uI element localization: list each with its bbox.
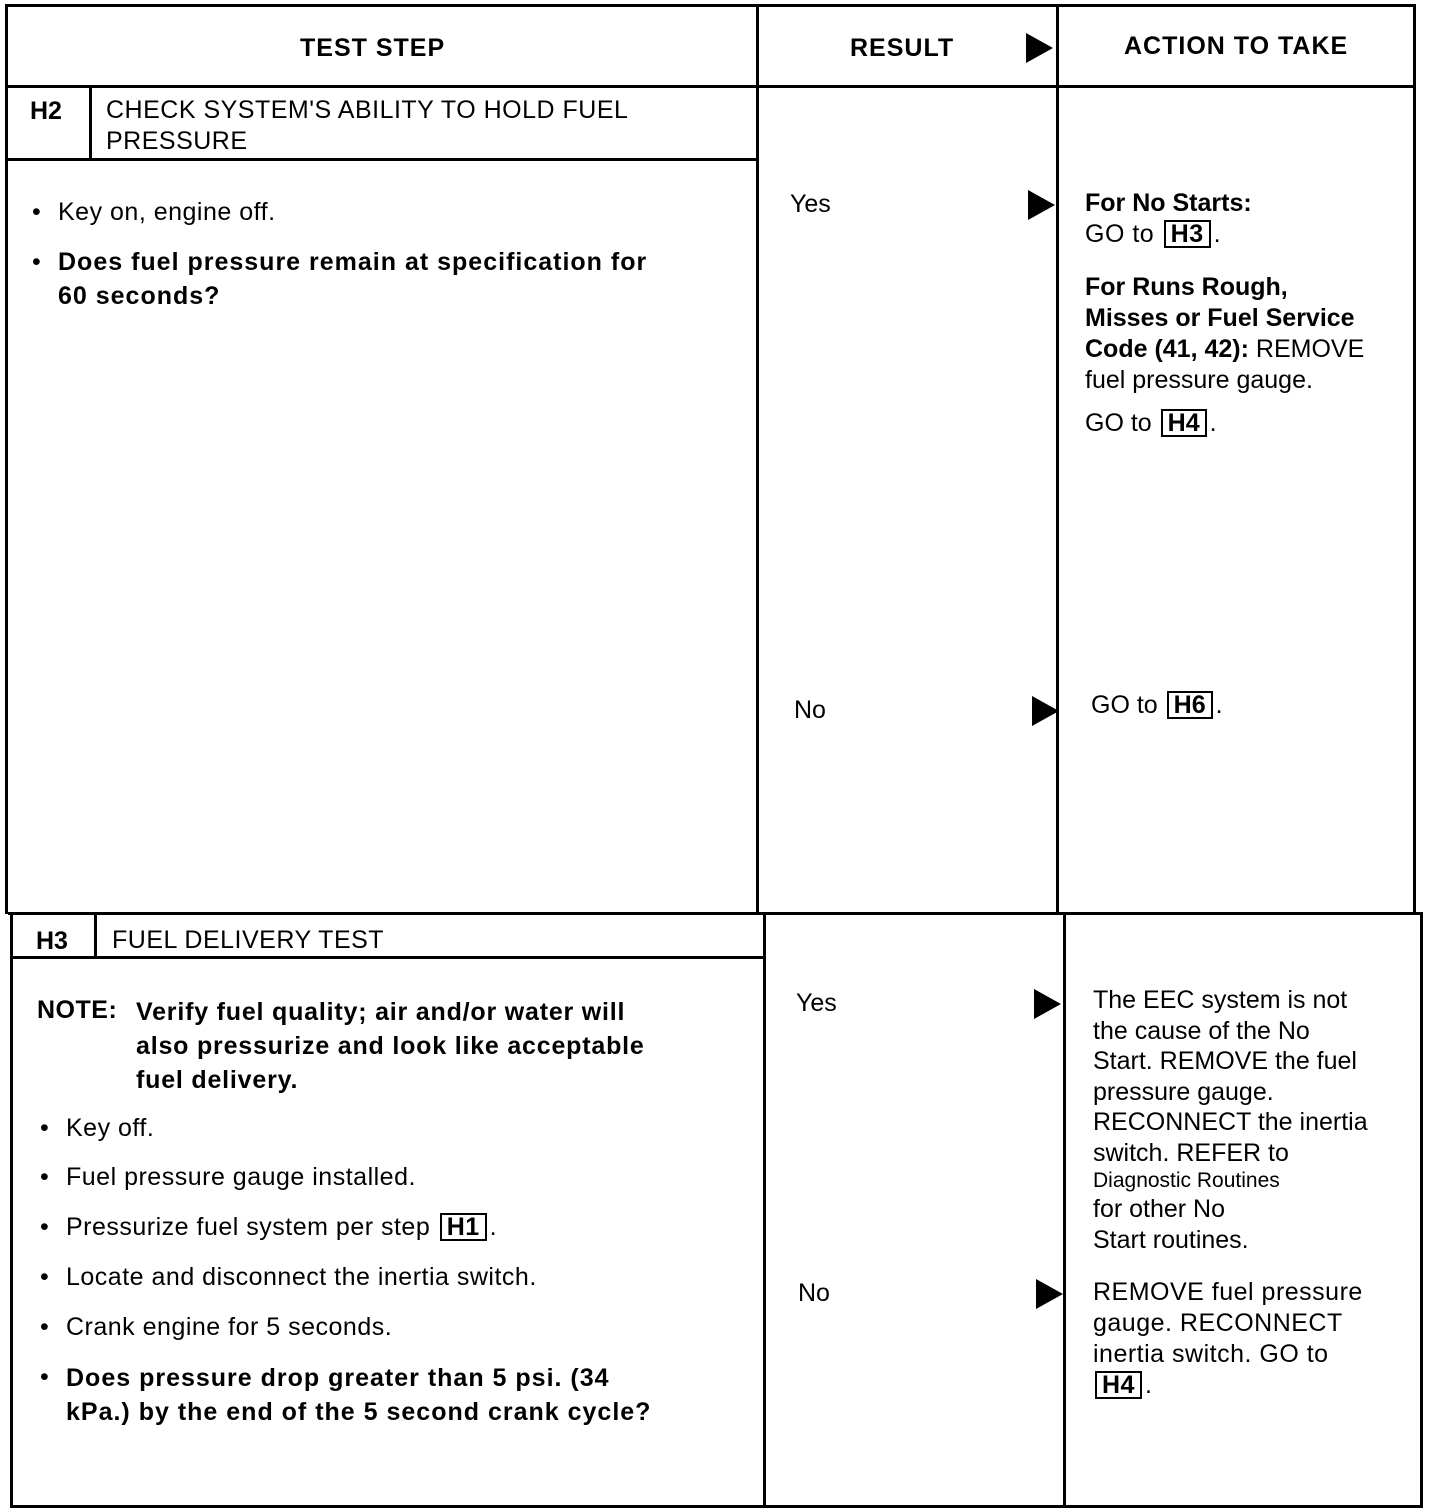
h3-question: [66, 1361, 651, 1429]
h2-item-1: Key on, engine off.: [58, 198, 276, 226]
h2-step-title: [106, 95, 746, 157]
h2-question: [58, 245, 647, 313]
h3-yes-action-line-7: Diagnostic Routines: [1093, 1169, 1280, 1192]
h3-note-line-2: also pressurize and look like acceptable: [136, 1032, 645, 1060]
bullet-icon: •: [32, 248, 41, 276]
h3-no-action-line-3: inertia switch. GO to: [1093, 1340, 1329, 1368]
h3-yes-action: [1093, 985, 1413, 1255]
h3-step-title: FUEL DELIVERY TEST: [112, 926, 385, 954]
go-to-text: GO to: [1091, 691, 1158, 719]
section-divider: [8, 912, 1423, 915]
h2-result-yes: Yes: [790, 190, 831, 218]
bullet-icon: •: [40, 1363, 49, 1391]
step-ref-h6[interactable]: H6: [1167, 691, 1213, 719]
bullet-icon: •: [40, 1263, 49, 1291]
h3-step-code: H3: [36, 927, 68, 955]
h3-yes-action-line-4: pressure gauge.: [1093, 1077, 1274, 1106]
runs-rough-label-3: Code (41, 42):: [1085, 335, 1249, 363]
h3-no-arrow-icon: [1036, 1279, 1063, 1309]
h3-code-divider: [94, 914, 97, 958]
h3-item-3: Pressurize fuel system per step H1 .: [66, 1213, 498, 1241]
h3-item-4: Locate and disconnect the inertia switch.: [66, 1263, 537, 1291]
h3-item-3-text: Pressurize fuel system per step: [66, 1213, 431, 1241]
table-border-right-lower: [1420, 912, 1423, 1508]
h3-question-line-1: Does pressure drop greater than 5 psi. (34: [66, 1364, 610, 1392]
table-border-top: [5, 4, 1415, 7]
header-test-step: TEST STEP: [300, 34, 446, 62]
header-bottom-line: [5, 85, 1415, 88]
step-ref-h3[interactable]: H3: [1164, 220, 1211, 248]
col-divider-2-lower: [1063, 912, 1066, 1508]
runs-rough-label-1: For Runs Rough,: [1085, 273, 1288, 301]
h3-note-text: [136, 995, 645, 1097]
h3-no-action-line-2: gauge. RECONNECT: [1093, 1309, 1343, 1337]
col-divider-1-lower: [763, 912, 766, 1508]
h3-title-bottom-line: [10, 956, 765, 959]
runs-rough-label-2: Misses or Fuel Service: [1085, 304, 1355, 332]
h2-yes-arrow-icon: [1028, 190, 1055, 220]
h3-no-action: REMOVE fuel pressure gauge. RECONNECT inertia switch. GO to H4 .: [1093, 1277, 1413, 1401]
h2-no-action: GO to H6 .: [1091, 691, 1223, 719]
h3-item-2: Fuel pressure gauge installed.: [66, 1163, 416, 1191]
h2-yes-action: For No Starts: GO to H3 . For Runs Rough, Misses or Fuel Service Code (41, 42): REMOVE fuel pressure gauge. GO to H4 .: [1085, 188, 1405, 439]
header-action: ACTION TO TAKE: [1124, 32, 1349, 60]
h2-title-bottom-line: [5, 158, 758, 161]
h2-question-line-2: 60 seconds?: [58, 282, 221, 310]
bullet-icon: •: [32, 198, 41, 226]
step-ref-h1[interactable]: H1: [440, 1213, 487, 1241]
table-border-bottom: [10, 1505, 1423, 1508]
h3-no-action-line-1: REMOVE fuel pressure: [1093, 1278, 1363, 1306]
h2-no-arrow-icon: [1032, 696, 1059, 726]
h3-yes-action-line-5: RECONNECT the inertia: [1093, 1108, 1368, 1136]
bullet-icon: •: [40, 1213, 49, 1241]
h3-yes-action-line-3: Start. REMOVE the fuel: [1093, 1047, 1357, 1075]
col-divider-2: [1056, 4, 1059, 914]
h3-result-yes: Yes: [796, 989, 837, 1017]
bullet-icon: •: [40, 1163, 49, 1191]
h2-step-code: H2: [30, 97, 62, 125]
h3-yes-action-line-6: switch. REFER to: [1093, 1138, 1289, 1167]
no-starts-label: For No Starts:: [1085, 189, 1252, 217]
h3-note-line-1: Verify fuel quality; air and/or water will: [136, 998, 626, 1026]
col-divider-1: [756, 4, 759, 914]
h3-note-line-3: fuel delivery.: [136, 1066, 299, 1094]
h3-note-label: NOTE:: [37, 996, 118, 1024]
table-border-left: [5, 4, 8, 914]
remove-text-2: fuel pressure gauge.: [1085, 366, 1313, 394]
h3-yes-action-line-8: for other No: [1093, 1195, 1226, 1223]
remove-text: REMOVE: [1255, 335, 1365, 363]
h3-yes-action-line-1: The EEC system is not: [1093, 986, 1348, 1014]
h3-yes-action-line-2: the cause of the No: [1093, 1016, 1310, 1045]
h3-item-5: Crank engine for 5 seconds.: [66, 1313, 393, 1341]
go-to-text: GO to: [1085, 220, 1155, 248]
bullet-icon: •: [40, 1114, 49, 1142]
h3-yes-arrow-icon: [1034, 989, 1061, 1019]
h3-question-line-2: kPa.) by the end of the 5 second crank cycle?: [66, 1398, 652, 1426]
h2-code-divider: [89, 87, 92, 160]
h3-item-1: Key off.: [66, 1114, 155, 1142]
h2-question-line-1: Does fuel pressure remain at specification for: [58, 248, 648, 276]
step-ref-h4[interactable]: H4: [1095, 1371, 1142, 1399]
h2-title-line-2: PRESSURE: [106, 127, 248, 155]
go-to-text: GO to: [1085, 409, 1152, 437]
header-arrow-icon: [1026, 33, 1053, 63]
h2-result-no: No: [794, 696, 826, 724]
h3-yes-action-line-9: Start routines.: [1093, 1225, 1249, 1254]
header-result: RESULT: [850, 34, 955, 62]
h3-result-no: No: [798, 1279, 830, 1307]
table-border-right: [1413, 4, 1416, 914]
bullet-icon: •: [40, 1313, 49, 1341]
table-border-left-lower: [10, 912, 13, 1508]
h2-title-line-1: CHECK SYSTEM'S ABILITY TO HOLD FUEL: [106, 96, 629, 124]
step-ref-h4[interactable]: H4: [1161, 409, 1207, 437]
